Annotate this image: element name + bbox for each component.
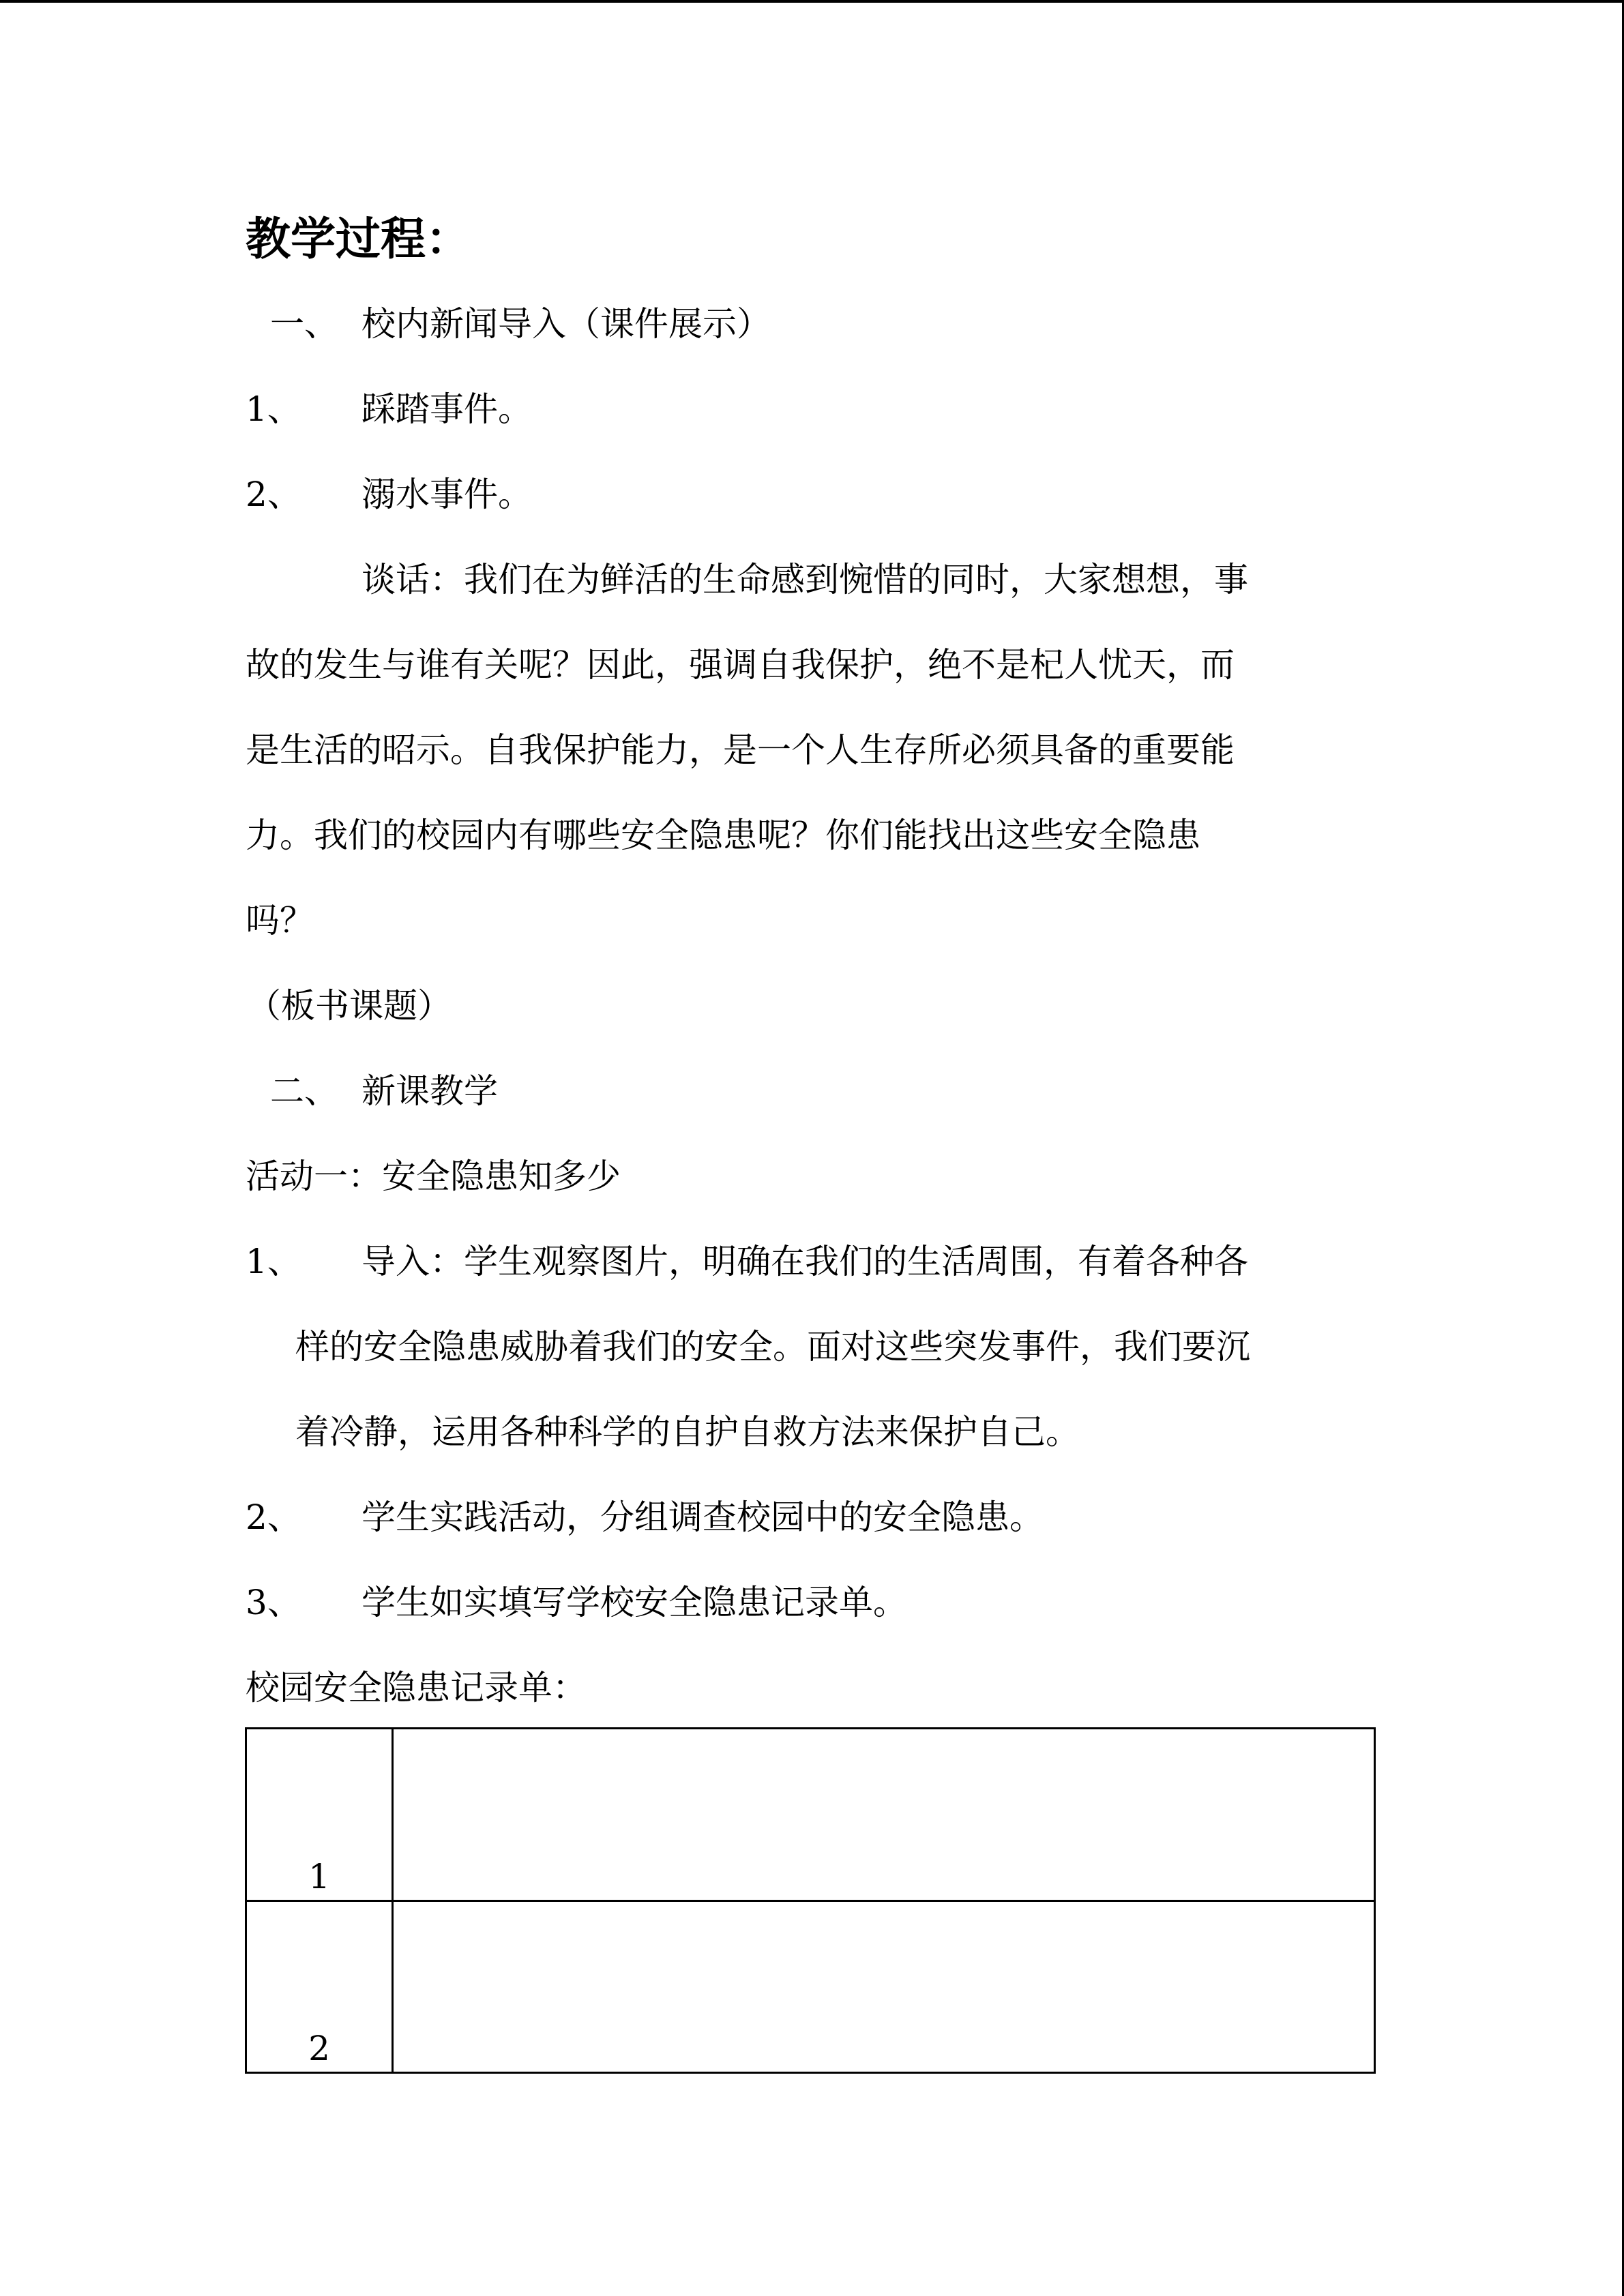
section1-item-2-text: 溺水事件。 — [361, 475, 532, 514]
activity1-item-1-number: 1、 — [246, 1242, 301, 1281]
page-title: 教学过程： — [246, 212, 471, 265]
activity1-item-2-number: 2、 — [246, 1497, 301, 1537]
section1-number: 一、 — [270, 304, 338, 344]
activity1-item-3-text: 学生如实填写学校安全隐患记录单。 — [361, 1583, 907, 1622]
section1-item-1-number: 1、 — [246, 389, 301, 429]
talk-line-4: 力。我们的校园内有哪些安全隐患呢？你们能找出这些安全隐患 — [246, 816, 1200, 855]
section1-item-2-number: 2、 — [246, 475, 301, 514]
record-table — [245, 1727, 1376, 2074]
record-index-cell: 1 — [246, 1729, 393, 1901]
section2-heading: 新课教学 — [361, 1071, 498, 1111]
talk-line-5: 吗？ — [246, 901, 314, 940]
record-index-cell: 2 — [246, 1900, 393, 2073]
talk-line-3: 是生活的昭示。自我保护能力，是一个人生存所必须具备的重要能 — [246, 730, 1235, 770]
activity1-item-1-line-3: 着冷静，运用各种科学的自护自救方法来保护自己。 — [295, 1412, 1080, 1452]
section1-item-1-text: 踩踏事件。 — [361, 389, 532, 429]
activity1-item-2-text: 学生实践活动，分组调查校园中的安全隐患。 — [361, 1497, 1044, 1537]
section1-heading: 校内新闻导入（课件展示） — [361, 304, 771, 344]
board-note: （板书课题） — [247, 986, 452, 1026]
record-label: 校园安全隐患记录单： — [246, 1668, 587, 1708]
activity1-item-3-number: 3、 — [246, 1583, 301, 1622]
activity1-title: 活动一：安全隐患知多少 — [246, 1157, 621, 1196]
record-content-cell[interactable] — [393, 1900, 1375, 2073]
activity1-item-1-line-1: 导入：学生观察图片，明确在我们的生活周围，有着各种各 — [361, 1242, 1248, 1281]
talk-line-1: 谈话：我们在为鲜活的生命感到惋惜的同时，大家想想，事 — [361, 560, 1248, 599]
page-top-border — [0, 0, 1624, 3]
table-row — [246, 1900, 1375, 2073]
talk-line-2: 故的发生与谁有关呢？因此，强调自我保护，绝不是杞人忧天，而 — [246, 645, 1235, 685]
section2-number: 二、 — [270, 1071, 338, 1111]
record-content-cell[interactable] — [393, 1729, 1375, 1901]
table-row — [246, 1729, 1375, 1901]
activity1-item-1-line-2: 样的安全隐患威胁着我们的安全。面对这些突发事件，我们要沉 — [295, 1327, 1250, 1367]
